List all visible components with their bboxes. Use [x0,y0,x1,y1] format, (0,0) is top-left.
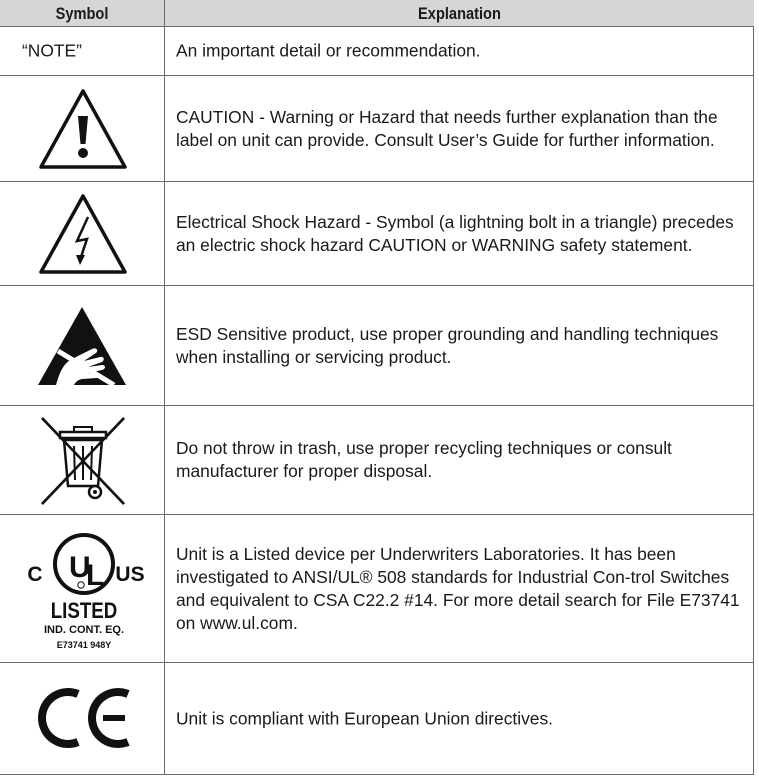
explanation-cell [165,663,754,775]
explanation-cell [165,406,754,514]
table-row [0,515,754,663]
table-row [0,406,754,515]
symbol-cell [0,515,165,662]
explanation-text: Unit is compliant with European Union directives. [176,708,553,729]
note-label: “NOTE” [22,40,82,61]
ul-file-code: E73741 948Y [56,640,112,650]
table-row [0,663,754,775]
symbol-cell [0,182,165,285]
svg-text:U: U [69,551,91,584]
crossed-out-bin-icon [38,414,128,508]
symbol-cell [0,406,165,514]
symbol-column-header: Symbol [55,4,109,23]
explanation-cell [165,515,754,662]
symbol-cell [0,27,165,75]
explanation-text: An important detail or recommendation. [176,40,481,61]
ce-mark-icon [33,685,133,751]
symbol-cell [0,76,165,181]
ul-c-label: C [27,563,43,586]
explanation-cell [165,27,754,75]
table-row [0,286,754,406]
table-header [0,0,754,27]
explanation-text: Unit is a Listed device per Underwriters Laboratories. It has been investigated to ANSI/UL® 508 standards for Industrial Con-trol Switches and equivalent to CSA C22.2 #14. For more detail search for File E73741 on www.ul.com. [176,543,740,633]
electrical-shock-hazard-icon [36,191,130,277]
ul-us-label: US [115,563,145,586]
symbol-cell [0,286,165,405]
explanation-cell [165,286,754,405]
ul-category-label: IND. CONT. EQ. [43,624,125,636]
explanation-header-cell [165,0,754,26]
explanation-cell [165,76,754,181]
explanation-column-header: Explanation [418,4,501,23]
explanation-text: ESD Sensitive product, use proper grounding and handling techniques when installing or servicing product. [176,323,719,367]
symbol-cell [0,663,165,775]
symbol-header-cell [0,0,165,26]
table-row [0,76,754,182]
table-row [0,27,754,76]
svg-text:L: L [86,559,105,592]
ul-listed-label: LISTED [50,598,118,623]
explanation-cell [165,182,754,285]
explanation-text: CAUTION - Warning or Hazard that needs further explanation than the label on unit can provide. Consult User’s Guide for further information. [176,106,718,150]
table-row [0,182,754,286]
ul-listed-mark-icon [20,527,148,655]
explanation-text: Do not throw in trash, use proper recycling techniques or consult manufacturer for proper disposal. [176,438,672,481]
caution-triangle-icon [36,86,130,172]
esd-sensitive-icon [34,301,130,389]
explanation-text: Electrical Shock Hazard - Symbol (a lightning bolt in a triangle) precedes an electric shock hazard CAUTION or WARNING safety statement. [176,211,734,255]
